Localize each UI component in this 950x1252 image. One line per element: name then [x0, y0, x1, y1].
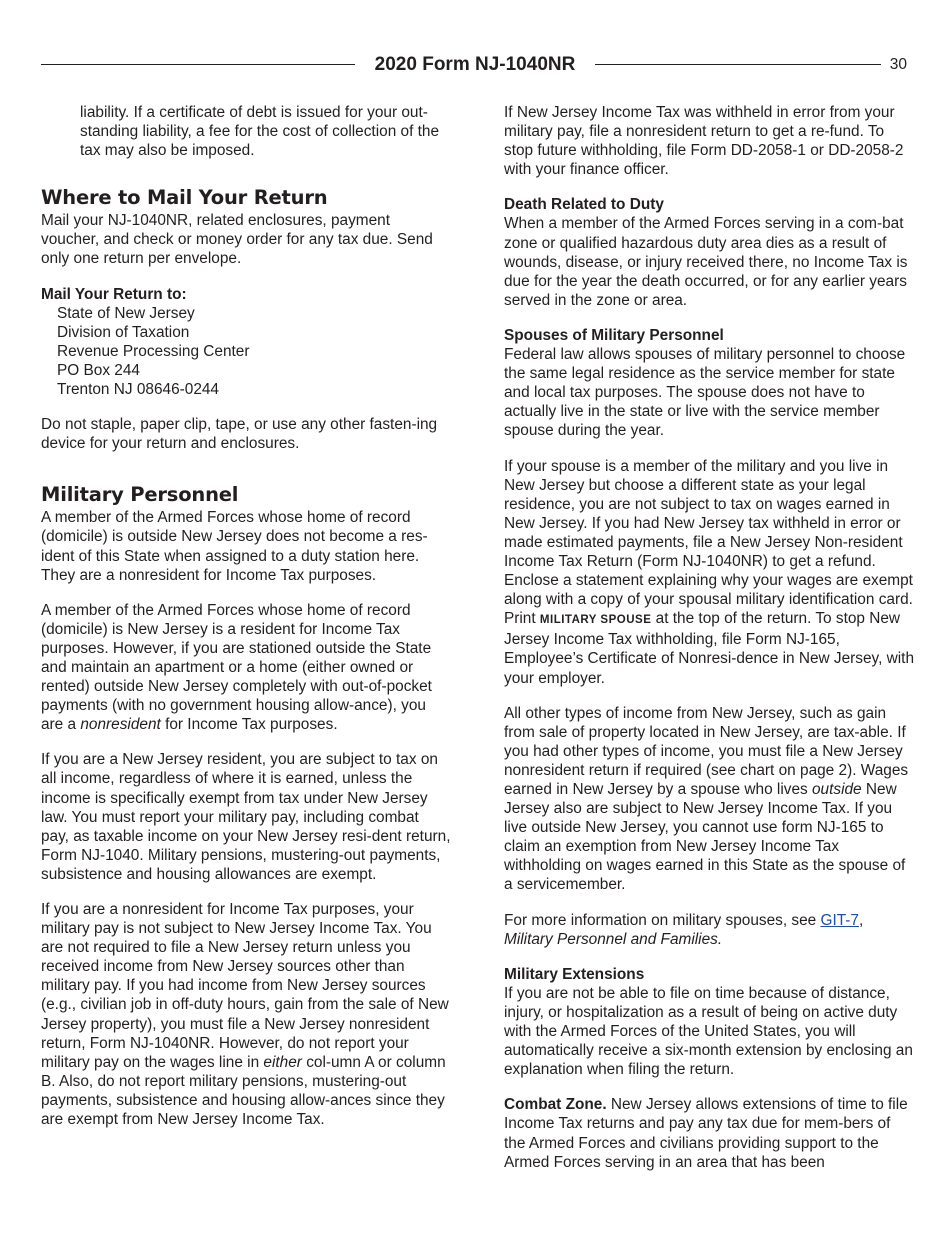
italic-text: either	[263, 1053, 302, 1071]
address-line: Revenue Processing Center	[57, 342, 250, 360]
staple-paragraph: Do not staple, paper clip, tape, or use any other fasten-ing device for your return and enclosures.	[41, 416, 438, 453]
spouses-paragraph-1: Federal law allows spouses of military personnel to choose the same legal residence as the service member for state and local tax purposes. The spouse does not have to actually live in the state or live with the service member spouse during the year.	[504, 346, 906, 440]
mailing-address	[41, 304, 451, 399]
page-header	[41, 52, 907, 78]
text-run: If you are a nonresident for Income Tax purposes, your military pay is not subject to New Jersey Income Tax. You are not required to file a New Jersey return unless you received income from New Jersey sources other than military pay. If you had income from New Jersey sources (e.g., civilian job in off-duty hours, gain from the sale of New Jersey property), you must file a New Jersey nonresident return, Form NJ-1040NR. However, do not report your military pay on the wages line in	[41, 901, 449, 1071]
text-run: for Income Tax purposes.	[160, 716, 338, 734]
intro-paragraph: liability. If a certificate of debt is issued for your out-standing liability, a fee for the cost of collection of the tax may also be imposed.	[80, 104, 440, 160]
death-paragraph: When a member of the Armed Forces serving in a com-bat zone or qualified hazardous duty area dies as a result of wounds, disease, or injury received there, no Income Tax is due for the year the death occurred, or for any earlier years served in the zone or area.	[504, 215, 908, 309]
more-info-paragraph	[504, 911, 914, 949]
address-line: PO Box 244	[57, 361, 140, 379]
header-rule-left	[41, 64, 355, 65]
text-run: ,	[858, 911, 864, 929]
text-run: For more information on military spouses, see	[504, 911, 821, 929]
military-paragraph-3: If you are a New Jersey resident, you are subject to tax on all income, regardless of where it is earned, unless the income is specifically exempt from tax under New Jersey law. You must report your military pay, including combat pay, as taxable income on your New Jersey resi-dent return, Form NJ-1040. Military pensions, mustering-out payments, subsistence and housing allowances are exempt.	[41, 751, 451, 883]
address-line: Trenton NJ 08646-0244	[57, 381, 219, 399]
spouses-paragraph-3	[504, 704, 914, 895]
mail-to-heading: Mail Your Return to:	[41, 285, 187, 303]
italic-text: nonresident	[80, 716, 161, 734]
address-line: State of New Jersey	[57, 304, 195, 322]
mail-heading: Where to Mail Your Return	[41, 186, 328, 210]
bold-text: Combat Zone.	[504, 1096, 607, 1114]
withheld-paragraph: If New Jersey Income Tax was withheld in error from your military pay, file a nonresident return to get a re-fund. To stop future withholding, file Form DD-2058-1 or DD-2058-2 with your finance officer.	[504, 104, 904, 179]
git-7-link[interactable]: GIT-7	[820, 911, 859, 929]
text-run: col-umn A or column B. Also, do not report military pensions, mustering-out payments, subsistence and housing allow-ances since they are exempt from New Jersey Income Tax.	[41, 1053, 446, 1129]
page-number: 30	[889, 56, 907, 73]
address-line: Division of Taxation	[57, 323, 190, 341]
text-run: If your spouse is a member of the military and you live in New Jersey but choose a different state as your legal residence, you are not subject to tax on wages earned in New Jersey. If you had New Jersey tax withheld in error or made estimated payments, file a New Jersey Non-resident Income Tax Return (Form NJ-1040NR) to get a refund. Enclose a statement explaining why your wages are exempt along with a copy of your spousal military identification card. Print	[504, 457, 913, 628]
spouses-heading: Spouses of Military Personnel	[504, 326, 724, 344]
mail-paragraph: Mail your NJ-1040NR, related enclosures, payment voucher, and check or money order for any tax due. Send only one return per envelope.	[41, 212, 433, 268]
form-title: 2020 Form NJ-1040NR	[374, 54, 576, 75]
military-paragraph-4	[41, 900, 451, 1129]
italic-text: outside	[811, 781, 862, 798]
text-run: All other types of income from New Jersey, such as gain from sale of property located in New Jersey, are tax-able. If you had other types of income, you must file a New Jersey nonresident return if required (see chart on page 2). Wages earned in New Jersey by a spouse who lives	[504, 704, 909, 798]
left-column	[41, 103, 451, 1145]
text-run: at the top of the return. To stop New Jersey Income Tax withholding, file Form NJ-165, Employee’s Certificate of Nonresi-dence in New Jersey, with your employer.	[504, 610, 915, 687]
military-paragraph-2	[41, 601, 451, 735]
death-heading: Death Related to Duty	[504, 196, 664, 214]
small-caps-text: MILITARY SPOUSE	[539, 614, 652, 627]
military-heading: Military Personnel	[41, 483, 239, 507]
header-rule-right	[595, 64, 881, 65]
right-column	[504, 103, 914, 1188]
italic-text: Military Personnel and Families.	[504, 930, 723, 948]
extensions-paragraph: If you are not be able to file on time because of distance, injury, or hospitalization as a result of being on active duty with the Armed Forces of the United States, you will automatically receive a six-month extension by enclosing an explanation when filing the return.	[504, 984, 913, 1079]
extensions-heading: Military Extensions	[504, 965, 645, 983]
text-run: A member of the Armed Forces whose home of record (domicile) is New Jersey is a resident for Income Tax purposes. However, if you are stationed outside the State and maintain an apartment or a home (either owned or rented) outside New Jersey completely with out-of-pocket payments (with no government housing allow-ance), you are a	[41, 601, 432, 734]
text-run: New Jersey also are subject to New Jersey Income Tax. If you live outside New Jersey, you cannot use form NJ-165 to claim an exemption from New Jersey Income Tax withholding on wages earned in this State as the spouse of a servicemember.	[504, 781, 906, 894]
combat-zone-paragraph	[504, 1095, 914, 1171]
text-run: New Jersey allows extensions of time to file Income Tax returns and pay any tax due for mem-bers of the Armed Forces and civilians providing support to the Armed Forces serving in an area that has been	[504, 1096, 908, 1171]
military-paragraph-1: A member of the Armed Forces whose home of record (domicile) is outside New Jersey does not become a res-ident of this State when assigned to a duty station here. They are a nonresident for Income Tax purposes.	[41, 509, 428, 584]
spouses-paragraph-2	[504, 457, 914, 688]
